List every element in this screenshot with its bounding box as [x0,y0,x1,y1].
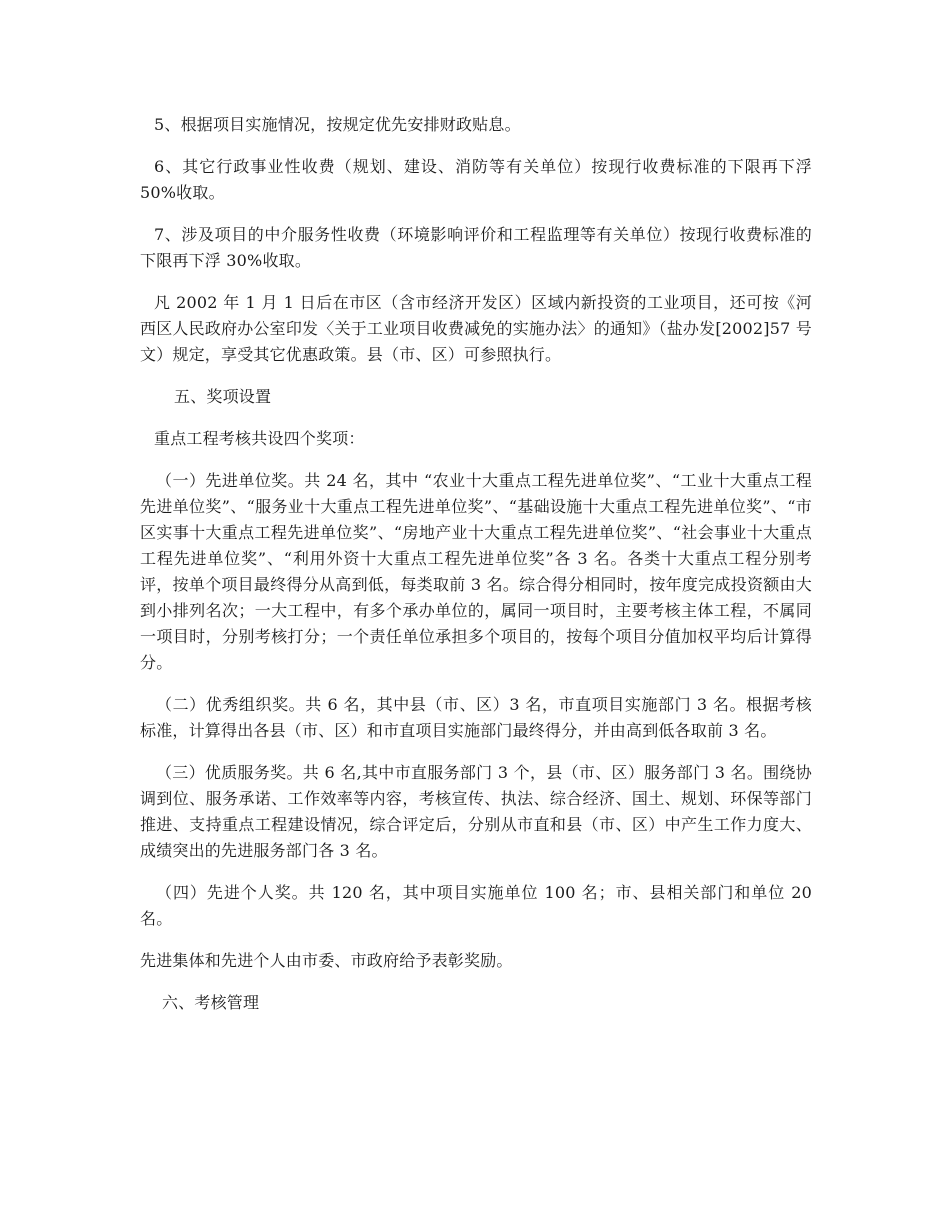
paragraph-preferential-policy: 凡 2002 年 1 月 1 日后在市区（含市经济开发区）区域内新投资的工业项目，还可按《河西区人民政府办公室印发〈关于工业项目收费减免的实施办法〉的通知》（盐办发[2002]57 号文）规定，享受其它优惠政策。县（市、区）可参照执行。 [140,293,812,364]
paragraph-quality-service-award: （三）优质服务奖。共 6 名,其中市直服务部门 3 个，县（市、区）服务部门 3 名。围绕协调到位、服务承诺、工作效率等内容，考核宣传、执法、综合经济、国土、规划、环保等部门推进、支持重点工程建设情况，综合评定后，分别从市直和县（市、区）中产生工作力度大、成绩突出的先进服务部门各 3 名。 [140,763,812,860]
paragraph-commendation: 先进集体和先进个人由市委、市政府给予表彰奖励。 [140,951,513,970]
paragraph-item-6: 6、其它行政事业性收费（规划、建设、消防等有关单位）按现行收费标准的下限再下浮 50%收取。 [140,157,812,202]
paragraph-item-7: 7、涉及项目的中介服务性收费（环境影响评价和工程监理等有关单位）按现行收费标准的下限再下浮 30%收取。 [140,225,812,270]
document-page [140,112,812,1032]
paragraph-excellent-organization-award: （二）优秀组织奖。共 6 名，其中县（市、区）3 名，市直项目实施部门 3 名。根据考核标准，计算得出各县（市、区）和市直项目实施部门最终得分，并由高到低各取前 3 名。 [140,695,812,740]
section-heading-awards: 五、奖项设置 [174,387,272,406]
paragraph-advanced-individual-award: （四）先进个人奖。共 120 名，其中项目实施单位 100 名；市、县相关部门和单位 20 名。 [140,883,812,928]
section-heading-assessment-management: 六、考核管理 [162,993,260,1012]
paragraph-advanced-unit-award: （一）先进单位奖。共 24 名，其中 “农业十大重点工程先进单位奖”、“工业十大重点工程先进单位奖”、“服务业十大重点工程先进单位奖”、“基础设施十大重点工程先进单位奖”、“市区实事十大重点工程先进单位奖”、“房地产业十大重点工程先进单位奖”、“社会事业十大重点工程先进单位奖”、“利用外资十大重点工程先进单位奖”各 3 名。各类十大重点工程分别考评，按单个项目最终得分从高到低，每类取前 3 名。综合得分相同时，按年度完成投资额由大到小排列名次；一大工程中，有多个承办单位的，属同一项目时，主要考核主体工程，不属同一项目时，分别考核打分；一个责任单位承担多个项目的，按每个项目分值加权平均后计算得分。 [140,471,812,672]
paragraph-awards-intro: 重点工程考核共设四个奖项： [154,429,365,448]
paragraph-item-5: 5、根据项目实施情况，按规定优先安排财政贴息。 [154,115,521,134]
